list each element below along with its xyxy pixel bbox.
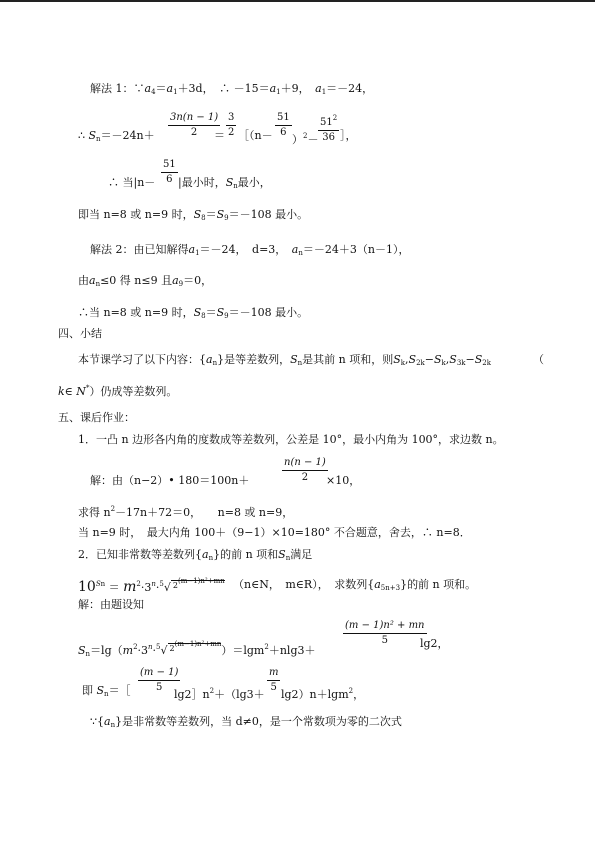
top-border (0, 0, 595, 2)
fraction-51-over-6: 51 6 (277, 112, 290, 138)
homework-q1-solution-b: ×10， (326, 474, 361, 487)
bracket-close: ］， (340, 129, 357, 142)
section4-heading: 四、小结 (58, 327, 102, 340)
solution1-line3-a: ∴ 当|n－ (108, 176, 156, 189)
solution2-line3: ∴当 n=8 或 n=9 时，$S_8=S_9=-108$ 最小。 (78, 306, 309, 320)
solution1-line1: 解法 1：$\because a_4=a_1+3d$， ∴ $-15=a_1+9$， $a_1=-24$， (90, 82, 374, 96)
given-formula: $10^{Sn} = m^2\cdot 3^n\cdot^5√$ $^{2(m-1)n^2+mn}$ (78, 577, 225, 595)
homework-q1: 1．一凸 n 边形各内角的度数成等差数列，公差是 10°，最小内角为 100°，求边数 n。 (78, 433, 504, 446)
sn-quadratic-b: $\lg 2]n^2+(\lg 3+$ (174, 687, 265, 701)
homework-q1-solution-a: 解：由（n−2）• 180＝100n＋ (90, 474, 250, 487)
section4-summary-line1: 本节课学习了以下内容：$\{a_n\}$是等差数列，$S_n$是其前 n 项和，则$S_k,S_{2k}-S_k,S_{3k}-S_{2k}$ (78, 353, 491, 367)
solution2-line2: 由$a_n\le 0$ 得 n≤9 且$a_9=0$， (78, 274, 213, 288)
fraction-3n-n-1-over-2: 3n(n − 1) 2 (170, 112, 219, 138)
homework-q2-solution-intro: 解：由题设知 (78, 598, 144, 611)
sn-quadratic-c: lg2）n＋lgm$^2$， (281, 687, 365, 701)
solution1-line2-a: ∴ $S_n=-24n+$ (78, 129, 155, 143)
solution2-line1: 解法 2：由已知解得$a_1=-24$， d=3， $a_n=-24+3(n-1)$， (90, 243, 410, 257)
given-formula-condition: （n∈N， m∈R）， 求数列$\{a_{5n+3}\}$的前 n 项和。 (233, 578, 477, 592)
fraction-51-over-6-b: 51 6 (163, 159, 176, 185)
paren-open: （ (533, 353, 544, 366)
fraction-m-1-over-5: (m − 1) 5 (140, 667, 179, 693)
homework-q2: 2．已知非常数等差数列$\{a_n\}$的前 n 项和$S_n$满足 (78, 548, 313, 562)
fraction-m-over-5: m 5 (269, 667, 279, 693)
bracket-open: ［（n－ (238, 129, 273, 142)
solution1-line4: 即当 n=8 或 n=9 时，$S_8=S_9=-108$ 最小。 (78, 208, 309, 222)
section4-summary-line2: k∈ N*）仍成等差数列。 (58, 384, 178, 398)
equals-sign: ＝ (214, 129, 225, 142)
paren-close: ）$^2$－ (292, 132, 319, 146)
fraction-3-over-2: 3 2 (228, 112, 235, 138)
homework-q1-result1: 求得 $n^2-17n+72=0$， n=8 或 n=9， (78, 505, 294, 519)
sn-lg-expression-b: lg2， (420, 637, 449, 650)
sn-lg-expression-a: $S_n=\lg(m^2\cdot 3^n\cdot^5√$ $^{2(m-1)n^2+mn}$）＝lgm$^2$＋nlg3＋ (78, 640, 316, 658)
fraction-m-1-n2-mn-over-5: (m − 1)n² + mn 5 (345, 620, 425, 646)
section5-heading: 五、课后作业： (58, 411, 135, 424)
homework-q2-last-line: $\because\{a_n\}$是非常数等差数列，当 d≠0，是一个常数项为零的二次式 (90, 715, 402, 729)
fraction-n-n-1-over-2: n(n − 1) 2 (284, 457, 326, 483)
fraction-51sq-over-36: $51^2$ 36 (320, 114, 338, 143)
solution1-line3-b: |最小时，$S_n$最小， (178, 176, 271, 190)
homework-q1-result2: 当 n=9 时， 最大内角 100＋（9−1）×10=180° 不合题意，舍去，∴ n=8． (78, 526, 471, 539)
sn-quadratic-a: 即 $S_n=[$ (82, 684, 131, 698)
